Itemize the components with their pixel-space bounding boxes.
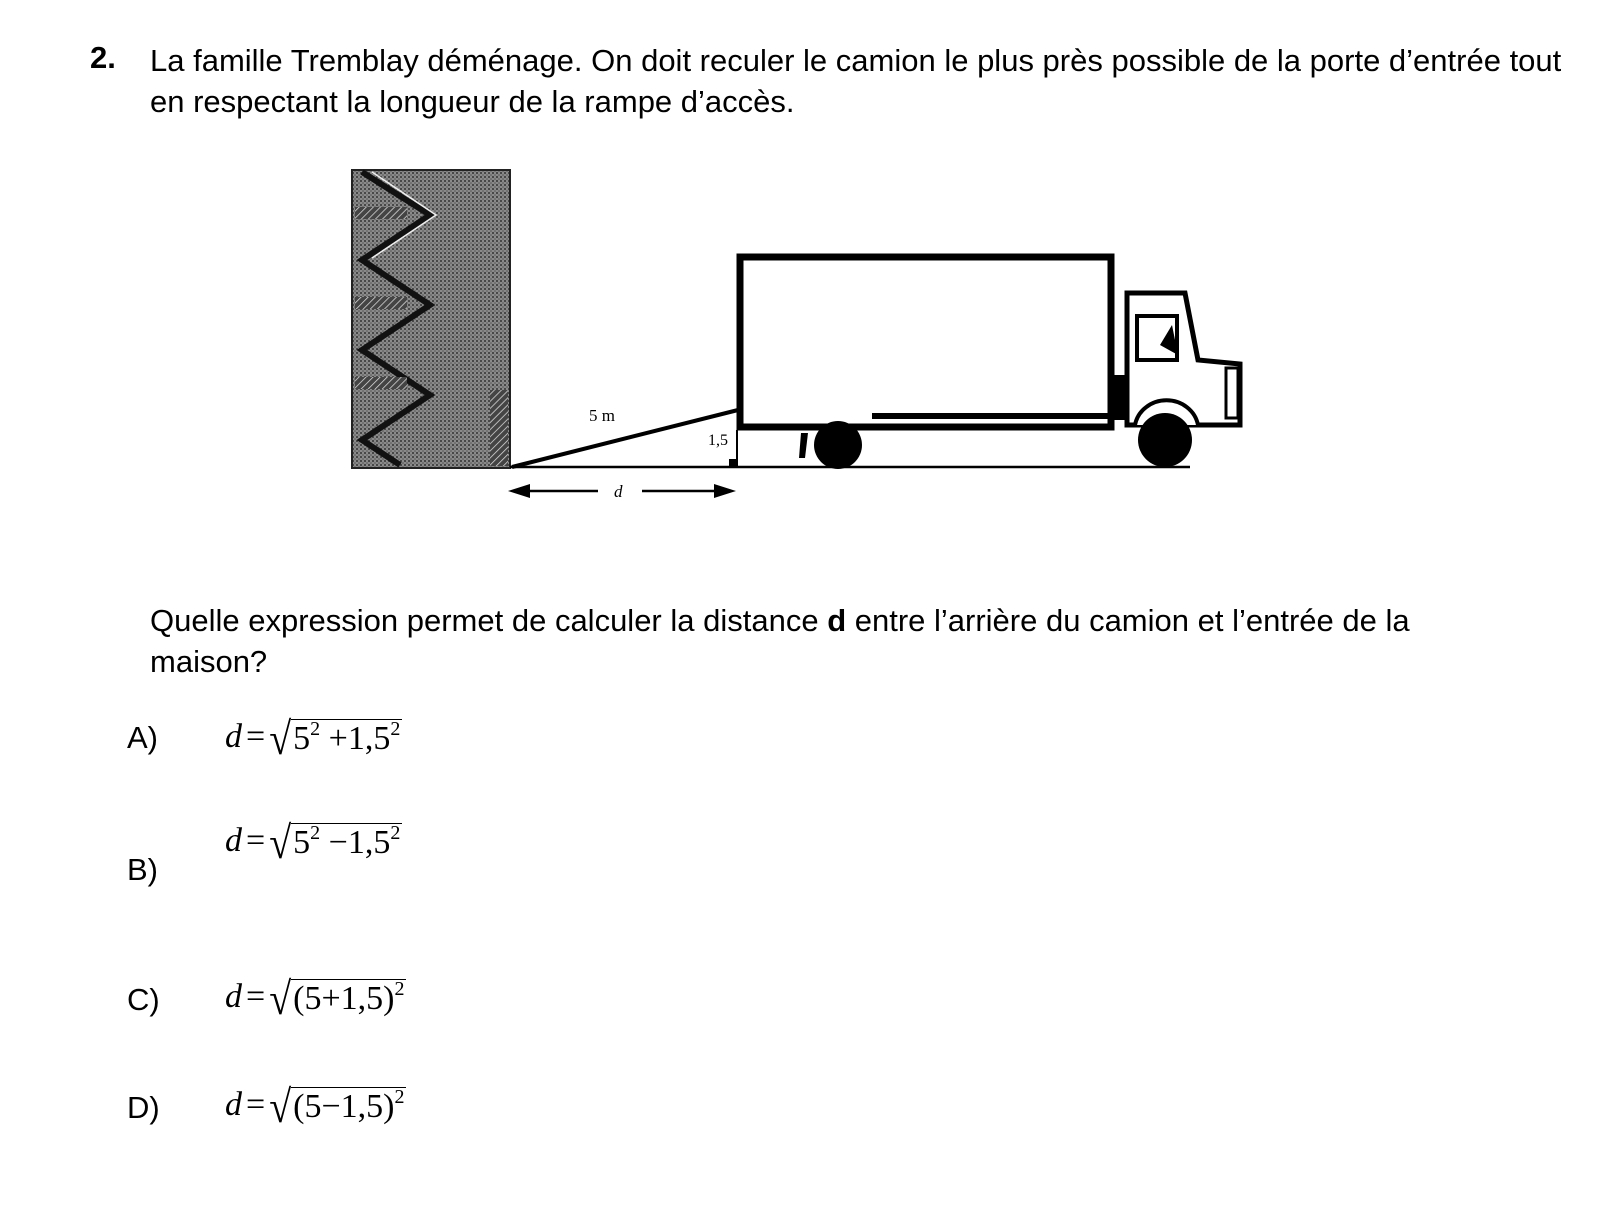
prompt-text-end: entre l’arrière du camion et l’entrée de la maison? — [150, 603, 1410, 679]
radicand — [291, 979, 406, 1016]
exponent: 2 — [390, 822, 401, 844]
option-formula — [225, 1080, 406, 1133]
question-number: 2. — [90, 40, 116, 75]
exponent: 2 — [310, 822, 321, 844]
radicand-term: +1,5 — [320, 720, 391, 757]
radical-sign-icon: √ — [269, 712, 292, 765]
radicand-term: 5 — [293, 720, 311, 757]
exponent: 2 — [394, 978, 405, 1000]
house-wall — [352, 170, 510, 468]
front-wheel — [1138, 413, 1192, 467]
square-root — [269, 1080, 406, 1133]
formula-lhs: d — [225, 978, 242, 1015]
question-text: La famille Tremblay déménage. On doit reculer le camion le plus près possible de la porte d’entrée tout en respectant la longueur de la rampe d’accès. — [150, 43, 1562, 119]
option-label: C) — [127, 982, 160, 1017]
radical-sign-icon: √ — [269, 1080, 292, 1133]
prompt-text: Quelle expression permet de calculer la distance — [150, 603, 828, 638]
option-label: B) — [127, 852, 158, 887]
ramp-height-label: 1,5 — [708, 432, 728, 449]
square-root — [269, 816, 402, 869]
truck — [740, 257, 1240, 469]
radicand — [291, 719, 402, 756]
formula-lhs: d — [225, 1086, 242, 1123]
option-label: D) — [127, 1090, 160, 1125]
formula-equals: = — [246, 1086, 266, 1123]
radicand — [291, 1087, 406, 1124]
ramp — [512, 410, 738, 467]
formula-equals: = — [246, 822, 266, 859]
right-angle-marker — [729, 459, 736, 466]
radicand-term: −1,5 — [320, 824, 391, 861]
option-label: A) — [127, 720, 158, 755]
radical-sign-icon: √ — [269, 816, 292, 869]
moving-truck-diagram — [0, 0, 1605, 560]
formula-equals: = — [246, 978, 266, 1015]
square-root — [269, 972, 406, 1025]
distance-label: d — [614, 482, 623, 501]
square-root — [269, 712, 402, 765]
ramp-length-label: 5 m — [589, 406, 615, 425]
formula-lhs: d — [225, 822, 242, 859]
prompt-bold-d: d — [827, 603, 847, 638]
radical-sign-icon: √ — [269, 972, 292, 1025]
radicand-term: 5 — [293, 824, 311, 861]
rear-wheel — [814, 421, 862, 469]
exponent: 2 — [310, 718, 321, 740]
option-formula — [225, 972, 406, 1025]
formula-equals: = — [246, 718, 266, 755]
exponent: 2 — [390, 718, 401, 740]
sub-question — [150, 600, 1450, 682]
radicand-term: (5−1,5) — [293, 1088, 395, 1125]
radicand — [291, 823, 402, 860]
exponent: 2 — [394, 1086, 405, 1108]
radicand-term: (5+1,5) — [293, 980, 395, 1017]
option-formula — [225, 816, 402, 869]
formula-lhs: d — [225, 718, 242, 755]
option-formula — [225, 712, 402, 765]
